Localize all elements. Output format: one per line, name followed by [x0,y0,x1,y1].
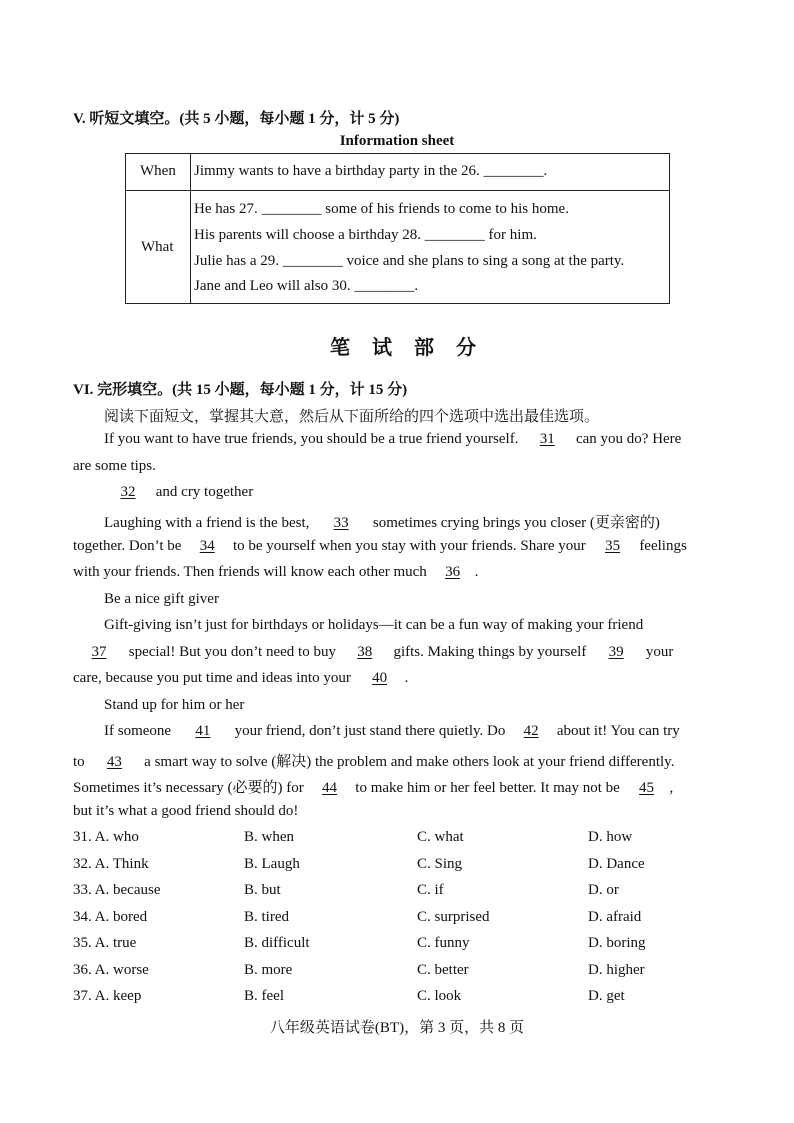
paragraph-line [73,750,674,771]
option-33-b: B. but [244,882,281,898]
option-37-b: B. feel [244,988,284,1004]
text: your friend, don’t just stand there quietly. Do [234,723,506,739]
option-33-c: C. if [417,882,444,898]
text: special! But you don’t need to buy [128,644,336,660]
text: feelings [639,538,687,554]
blank-36: 36 [445,564,461,580]
what-line-27: He has 27. ________ some of his friends to come to his home. [194,201,569,217]
option-36-c: C. better [417,962,469,978]
text: , [669,780,674,796]
text: sometimes crying brings you closer (更亲密的) [372,515,660,531]
paragraph-line: but it’s what a good friend should do! [73,803,299,819]
option-32-b: B. Laugh [244,856,300,872]
blank-31: 31 [539,431,555,447]
tip-heading-2: Be a nice gift giver [104,591,219,607]
heading-line [104,484,253,501]
option-36-d: D. higher [588,962,645,978]
option-34-d: D. afraid [588,909,642,925]
option-37-a: 37. A. keep [73,988,142,1004]
option-34-a: 34. A. bored [73,909,148,925]
blank-39: 39 [608,644,624,660]
blank-42: 42 [523,723,539,739]
blank-32: 32 [120,484,136,500]
paragraph-line [104,431,681,448]
blank-34: 34 [199,538,215,554]
paragraph-line [104,511,660,532]
text: gifts. Making things by yourself [393,644,587,660]
what-label: What [141,239,174,255]
option-37-c: C. look [417,988,462,1004]
option-33-a: 33. A. because [73,882,161,898]
option-37-d: D. get [588,988,625,1004]
text: If someone [104,723,172,739]
blank-37: 37 [91,644,107,660]
tip-heading-3: Stand up for him or her [104,697,245,713]
text: can you do? Here [575,431,682,447]
blank-40: 40 [372,670,388,686]
section-5-title: V. 听短文填空。(共 5 小题，每小题 1 分，计 5 分) [73,111,400,127]
section-6-title: VI. 完形填空。(共 15 小题，每小题 1 分，计 15 分) [73,382,408,398]
when-line: Jimmy wants to have a birthday party in the 26. ________. [194,163,548,179]
option-32-a: 32. A. Think [73,856,149,872]
written-part-title: 笔试部分 [330,337,498,359]
information-sheet-title: Information sheet [339,133,455,149]
paragraph-line: are some tips. [73,458,156,474]
option-35-c: C. funny [417,935,470,951]
table-row-divider [126,190,669,191]
page-footer: 八年级英语试卷(BT)，第 3 页，共 8 页 [269,1020,525,1036]
blank-35: 35 [605,538,621,554]
paragraph-line [73,776,673,797]
option-32-c: C. Sing [417,856,463,872]
option-33-d: D. or [588,882,619,898]
paragraph-line [73,670,408,687]
option-31-a: 31. A. who [73,829,139,845]
option-34-b: B. tired [244,909,289,925]
option-32-d: D. Dance [588,856,645,872]
paragraph-line [73,564,478,581]
option-31-c: C. what [417,829,464,845]
text: Laughing with a friend is the best, [104,515,310,531]
blank-41: 41 [195,723,211,739]
paragraph-line [73,538,687,555]
text: together. Don’t be [73,538,182,554]
option-35-b: B. difficult [244,935,310,951]
text: about it! You can try [556,723,680,739]
option-36-b: B. more [244,962,293,978]
what-line-28: His parents will choose a birthday 28. ________ for him. [194,227,537,243]
text: with your friends. Then friends will know each other much [73,564,427,580]
option-31-d: D. how [588,829,633,845]
text: Sometimes it’s necessary (必要的) for [73,780,304,796]
text: care, because you put time and ideas into your [73,670,351,686]
text: If you want to have true friends, you should be a true friend yourself. [104,431,519,447]
text: a smart way to solve (解决) the problem and make others look at your friend differently. [144,754,675,770]
blank-33: 33 [333,515,349,531]
blank-43: 43 [106,754,122,770]
text: to make him or her feel better. It may not be [355,780,620,796]
blank-38: 38 [357,644,373,660]
information-sheet-table [125,153,670,304]
option-34-c: C. surprised [417,909,490,925]
what-line-29: Julie has a 29. ________ voice and she plans to sing a song at the party. [194,253,625,269]
text: . [404,670,409,686]
text: to be yourself when you stay with your friends. Share your [232,538,586,554]
option-35-a: 35. A. true [73,935,137,951]
blank-44: 44 [322,780,338,796]
option-36-a: 36. A. worse [73,962,149,978]
paragraph-line: Gift-giving isn’t just for birthdays or holidays—it can be a fun way of making your friend [104,617,644,633]
table-column-divider [190,154,191,303]
instruction: 阅读下面短文，掌握其大意，然后从下面所给的四个选项中选出最佳选项。 [104,409,600,425]
tip-heading-1: and cry together [155,484,254,500]
paragraph-line [73,644,673,661]
text: to [73,754,85,770]
text: your [645,644,674,660]
blank-45: 45 [639,780,655,796]
option-31-b: B. when [244,829,294,845]
text: . [474,564,479,580]
when-label: When [140,163,176,179]
what-line-30: Jane and Leo will also 30. ________. [194,278,419,294]
paragraph-line [104,723,680,740]
option-35-d: D. boring [588,935,646,951]
